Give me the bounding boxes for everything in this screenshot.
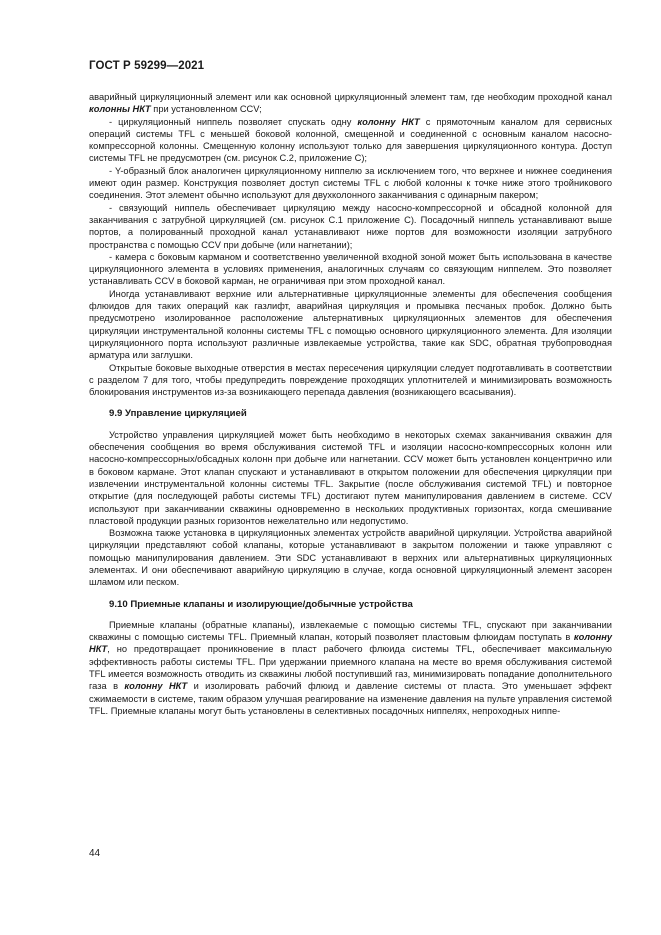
paragraph-text: с прямоточным каналом для сервисных операций системы TFL с меньшей боковой колонной, смещенной и соединенной с основным каналом насосно-компрессорной колонны. Смещенную колонну используют только для завершения циркуляционного контура. Доступ системы TFL не предусмотрен (см. рисунок С.2, приложение С); bbox=[89, 116, 612, 164]
emphasis-term: колонну НКТ bbox=[89, 632, 612, 655]
document-body bbox=[89, 91, 612, 717]
paragraph-text: при установленном CCV; bbox=[150, 104, 262, 115]
paragraph-text: аварийный циркуляционный элемент или как основной циркуляционный элемент там, где необходим проходной канал bbox=[89, 92, 612, 102]
paragraph-text: Приемные клапаны (обратные клапаны), извлекаемые с помощью системы TFL, спускают при заканчивании скважины с помощью системы TFL. Приемный клапан, который позволяет пластовым флюидам поступать в bbox=[89, 619, 612, 643]
section-heading-9-9: 9.9 Управление циркуляцией bbox=[109, 408, 247, 420]
document-code-header: ГОСТ Р 59299—2021 bbox=[89, 60, 205, 72]
emphasis-term: колонны НКТ bbox=[89, 104, 151, 115]
emphasis-term: колонну НКТ bbox=[124, 681, 188, 692]
section-heading-9-10: 9.10 Приемные клапаны и изолирующие/добычные устройства bbox=[109, 598, 413, 610]
page-number: 44 bbox=[89, 848, 101, 859]
list-item-y-block: - Y-образный блок аналогичен циркуляционному ниппелю за исключением того, что верхнее и нижнее соединения имеют один размер. Конструкция позволяет доступ системы TFL с любой колонны к точке ниже этого тройникового соединения. Этот элемент обычно используют для двухколонного заканчивания с одинарным пакером; bbox=[89, 165, 612, 201]
list-item-circulation-nipple bbox=[89, 116, 612, 165]
paragraph: Устройство управления циркуляцией может быть необходимо в некоторых схемах заканчивания скважин для обеспечения сообщения во время обслуживания системой TFL и изоляции насосно-компрессорных колонн или насосно-компрессорных/обсадных колонн при добыче или нагнетании. CCV может быть установлен концентрично или в боковом кармане. Этот клапан спускают и устанавливают в открытом положении для обеспечения циркуляции при извлечении инструментальной колонны системы TFL. Закрытие (после обслуживания системой TFL) и повторное открытие (для последующей работы системы TFL) достигают путем манипулирования давлением в системе. CCV используют при заканчивании скважины одновременно в нескольких продуктивных горизонтах, когда смешивание пластовой продукции разных горизонтов нежелательно или недопустимо. bbox=[89, 429, 612, 526]
paragraph: Иногда устанавливают верхние или альтернативные циркуляционные элементы для обеспечения сообщения флюидов для таких операций как газлифт, аварийная циркуляция и промывка песчаных пробок. Должно быть предусмотрено изолированное расположение альтернативных циркуляционных элементов для обеспечения циркуляции инструментальной колонны системы TFL с помощью основного циркуляционного элемента. Для изоляции циркуляционного порта используют различные извлекаемые устройства, такие как SDC, обратная трубопроводная арматура или заглушки. bbox=[89, 288, 612, 361]
paragraph-text: , но предотвращает проникновение в пласт рабочего флюида системы TFL, обеспечивает максимальную эффективность работы системы TFL. При удержании приемного клапана на месте во время обслуживания системой TFL имеется возможность отводить из скважины любой поступивший газ, минимизировать попадание дополнительного газа в bbox=[89, 644, 612, 692]
paragraph-text: и изолировать рабочий флюид и давление системы от пласта. Это уменьшает эффект сжимаемости в системе, таким образом улучшая реагирование на изменение давления на пульте управления системой TFL. Приемные клапаны могут быть установлены в селективных посадочных ниппелях, непроходных ниппе- bbox=[89, 681, 612, 716]
list-item-side-pocket-chamber: - камера с боковым карманом и соответственно увеличенной входной зоной может быть использована в качестве циркуляционного элемента в условиях применения, аналогичных случаям со связующим ниппелем. Это позволяет устанавливать CCV в боковой карман, не ограничивая при этом проходной канал. bbox=[89, 251, 612, 287]
paragraph-continuation bbox=[89, 91, 612, 116]
emphasis-term: колонну НКТ bbox=[357, 116, 420, 127]
paragraph: Открытые боковые выходные отверстия в местах пересечения циркуляции следует подготавливать в соответствии с разделом 7 для того, чтобы предупредить повреждение проходящих уплотнителей и минимизировать возможность блокирования инструментов из-за возникающего перепада давления (возникающего всасывания). bbox=[89, 362, 612, 398]
paragraph bbox=[89, 619, 612, 717]
list-item-linking-nipple: - связующий ниппель обеспечивает циркуляцию между насосно-компрессорной и обсадной колонной для заканчивания с затрубной циркуляцией (см. рисунок С.1 приложение С). Посадочный ниппель устанавливают выше портов, а полированный проходной канал устанавливают ниже портов для возможности изоляции затрубного пространства с помощью CCV при добыче (или нагнетании); bbox=[89, 202, 612, 250]
paragraph: Возможна также установка в циркуляционных элементах устройств аварийной циркуляции. Устройства аварийной циркуляции представляют собой клапаны, которые устанавливают в закрытом положении и также управляют с помощью манипулирования давлением. Эти SDC устанавливают в верхних или альтернативных циркуляционных элементах. И они обеспечивают аварийную циркуляцию в случае, когда основной циркуляционный элемент засорен шламом или песком. bbox=[89, 528, 612, 588]
paragraph-text: - циркуляционный ниппель позволяет спускать одну bbox=[109, 116, 358, 127]
